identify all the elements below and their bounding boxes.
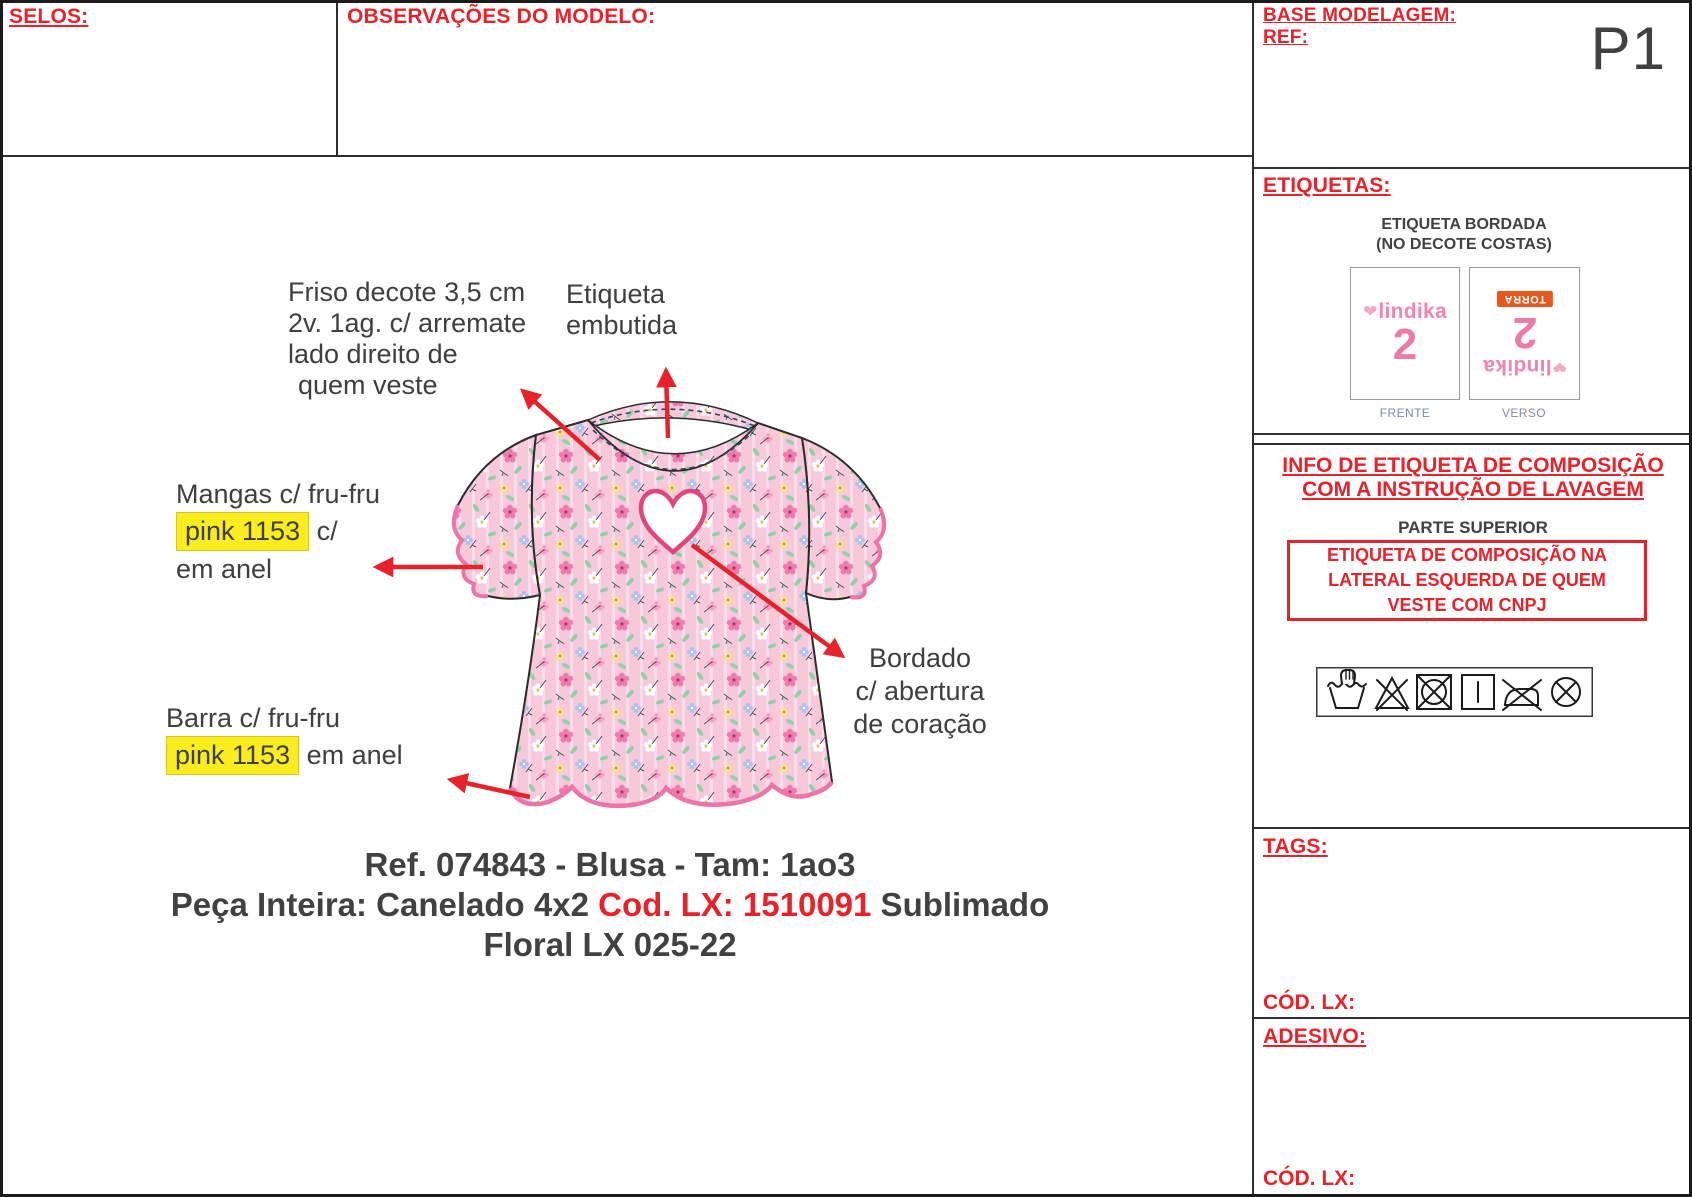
etiquetas-section (1254, 169, 1692, 435)
parte-superior-label: PARTE SUPERIOR (1398, 518, 1548, 537)
ref-label: REF: (1263, 27, 1309, 48)
friso-arrow (524, 392, 600, 460)
selos-section (0, 0, 338, 157)
drip-dry-icon (1462, 675, 1494, 709)
etiqueta-arrow (666, 372, 668, 438)
tags-section (1254, 829, 1692, 1019)
garment-reference-title (30, 845, 1190, 965)
hand-wash-icon (1328, 670, 1366, 708)
pink-color-highlight: pink 1153 (166, 736, 299, 775)
label-front-preview (1350, 267, 1460, 400)
heart-icon: ❤ (1552, 356, 1567, 376)
title-line-1: Ref. 074843 - Blusa - Tam: 1ao3 (364, 846, 856, 883)
brand-name: lindika (1378, 299, 1447, 323)
lx-code: Cod. LX: 1510091 (598, 886, 872, 923)
do-not-bleach-icon (1376, 678, 1408, 710)
do-not-iron-icon (1503, 680, 1541, 710)
observacoes-label: OBSERVAÇÕES DO MODELO: (347, 5, 656, 28)
composition-info-section (1254, 443, 1692, 829)
cod-lx-label: CÓD. LX: (1263, 991, 1356, 1014)
observacoes-section (338, 0, 1252, 157)
bordado-arrow (692, 545, 841, 655)
annotation-heart-embroidery: Bordado c/ abertura de coração (853, 643, 987, 739)
selos-label: SELOS: (9, 5, 89, 28)
cod-lx-label-2: CÓD. LX: (1263, 1167, 1356, 1190)
etiqueta-bordada-caption: ETIQUETA BORDADA (NO DECOTE COSTAS) (1376, 216, 1552, 253)
right-panel (1252, 0, 1692, 1197)
adesivo-label: ADESIVO: (1263, 1025, 1367, 1048)
size-number: 2 (1392, 319, 1418, 369)
do-not-tumble-dry-icon (1417, 675, 1451, 709)
title-line-3: Floral LX 025-22 (483, 926, 737, 963)
verso-caption: VERSO (1501, 406, 1546, 420)
do-not-dry-clean-icon (1552, 678, 1580, 706)
composition-info-header: INFO DE ETIQUETA DE COMPOSIÇÃO COM A INSTRUÇÃO DE LAVAGEM (1282, 454, 1664, 501)
care-symbols-strip (1316, 667, 1593, 717)
annotation-embedded-label: Etiqueta embutida (566, 279, 678, 340)
heart-icon: ❤ (1363, 301, 1378, 321)
base-modelagem-section (1254, 0, 1692, 169)
adesivo-section (1254, 1019, 1692, 1197)
retailer-tag: TORRA (1497, 291, 1553, 307)
frente-caption: FRENTE (1379, 406, 1431, 420)
etiquetas-label: ETIQUETAS: (1263, 174, 1391, 197)
annotation-neck-binding: Friso decote 3,5 cm 2v. 1ag. c/ arremate lado direito de quem veste (288, 277, 527, 400)
title-line-2: Peça Inteira: Canelado 4x2 Cod. LX: 1510091 Sublimado (170, 886, 1050, 923)
base-modelagem-label: BASE MODELAGEM: (1263, 5, 1456, 26)
annotation-sleeves: Mangas c/ fru-fru pink 1153 c/ em anel (176, 479, 381, 584)
annotation-hem: Barra c/ fru-fru pink 1153 em anel (166, 700, 403, 775)
tags-label: TAGS: (1263, 835, 1328, 858)
label-back-preview (1469, 267, 1580, 400)
pink-color-highlight: pink 1153 (176, 512, 309, 551)
composition-note-box: ETIQUETA DE COMPOSIÇÃO NA LATERAL ESQUERDA DE QUEM VESTE COM CNPJ (1287, 540, 1647, 621)
flipped-label-content: ❤ lindika 2 TORRA (1482, 292, 1567, 378)
barra-arrow (452, 780, 530, 797)
pattern-code: P1 (1590, 15, 1666, 82)
